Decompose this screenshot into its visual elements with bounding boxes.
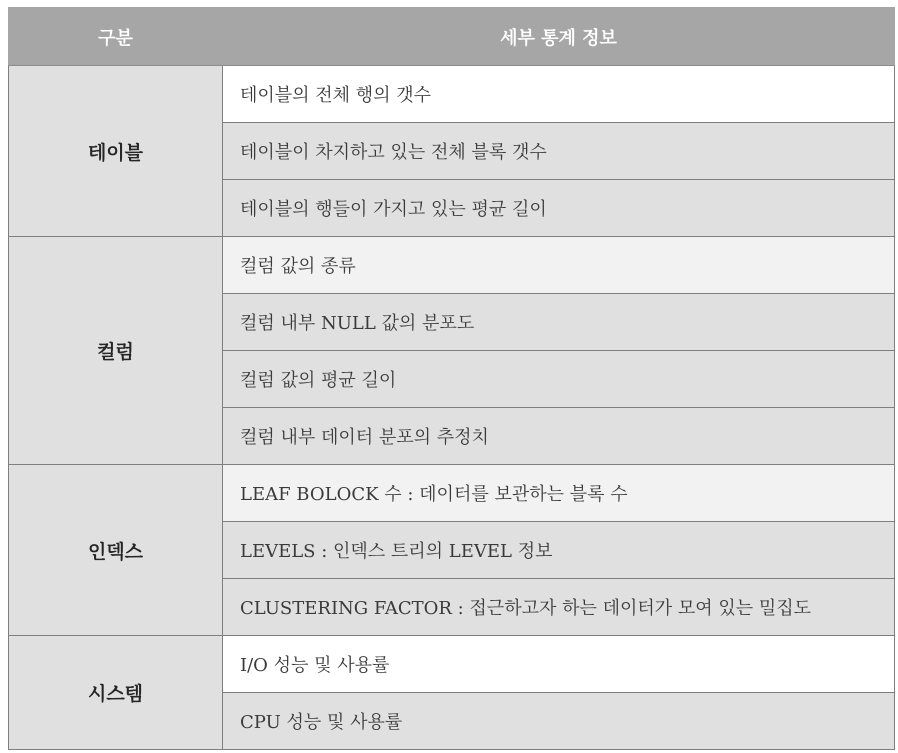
table-row [9, 465, 895, 522]
detail-cell: CLUSTERING FACTOR : 접근하고자 하는 데이터가 모여 있는 밀집도 [223, 579, 895, 636]
category-table: 테이블 [9, 66, 223, 237]
detail-cell: 컬럼 값의 평균 길이 [223, 351, 895, 408]
statistics-table [8, 7, 895, 750]
detail-cell: 컬럼 내부 데이터 분포의 추정치 [223, 408, 895, 465]
detail-cell: 테이블의 행들이 가지고 있는 평균 길이 [223, 180, 895, 237]
table-row [9, 237, 895, 294]
detail-cell: 테이블의 전체 행의 갯수 [223, 66, 895, 123]
category-index: 인덱스 [9, 465, 223, 636]
table-header-row [9, 8, 895, 66]
header-detail: 세부 통계 정보 [223, 8, 895, 66]
detail-cell: 컬럼 내부 NULL 값의 분포도 [223, 294, 895, 351]
header-category: 구분 [9, 8, 223, 66]
category-column: 컬럼 [9, 237, 223, 465]
detail-cell: LEAF BOLOCK 수 : 데이터를 보관하는 블록 수 [223, 465, 895, 522]
table-row [9, 636, 895, 693]
table-row [9, 66, 895, 123]
detail-cell: LEVELS : 인덱스 트리의 LEVEL 정보 [223, 522, 895, 579]
category-system: 시스템 [9, 636, 223, 750]
statistics-table-container [8, 7, 894, 750]
detail-cell: 컬럼 값의 종류 [223, 237, 895, 294]
detail-cell: CPU 성능 및 사용률 [223, 693, 895, 750]
detail-cell: I/O 성능 및 사용률 [223, 636, 895, 693]
detail-cell: 테이블이 차지하고 있는 전체 블록 갯수 [223, 123, 895, 180]
